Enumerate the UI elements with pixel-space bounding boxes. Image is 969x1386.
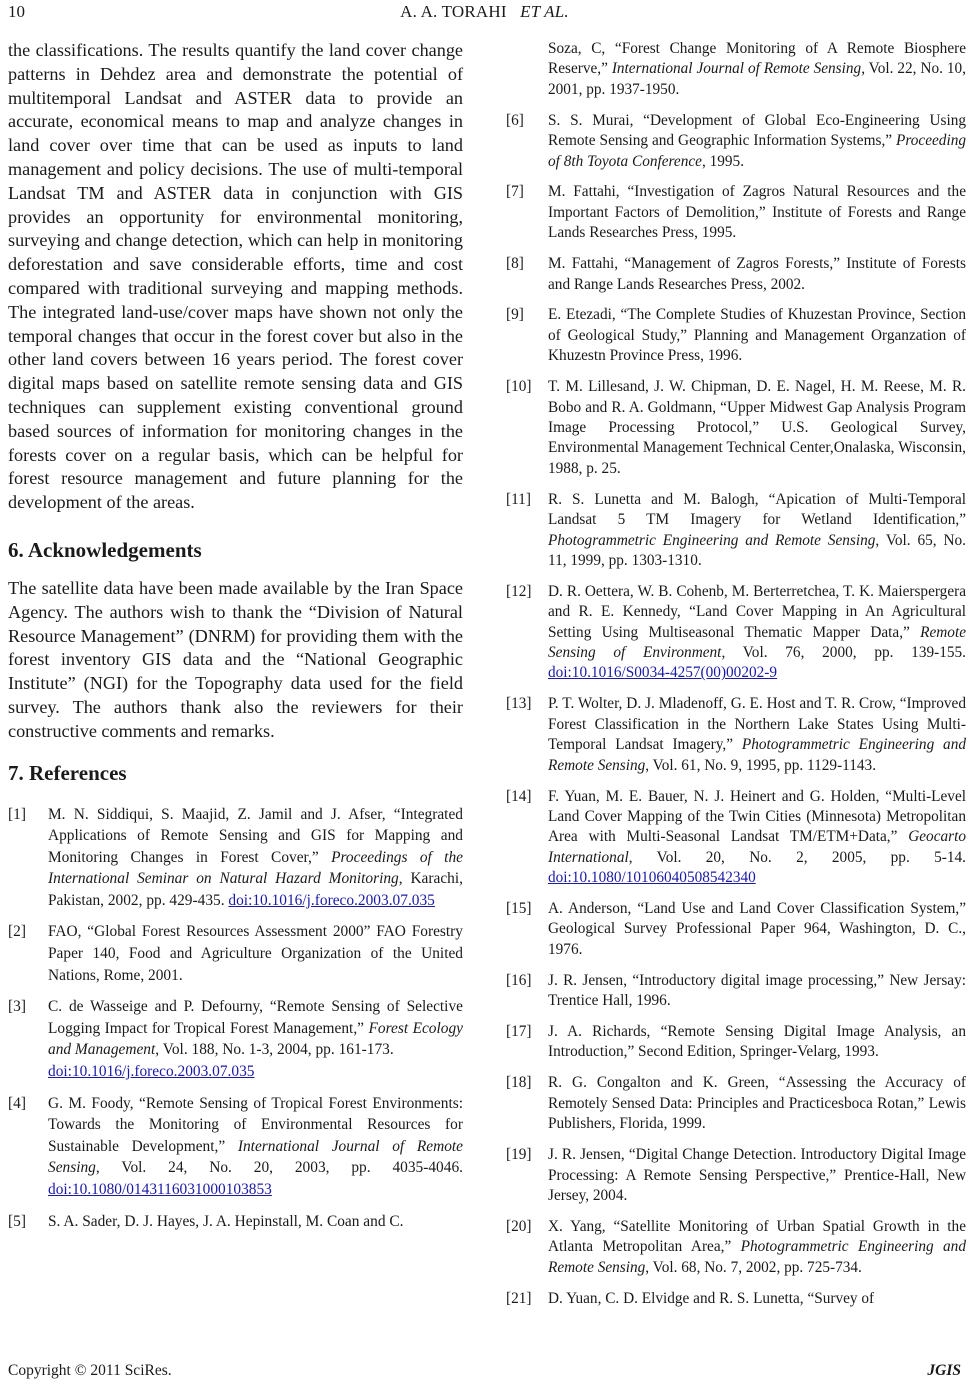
page-footer bbox=[0, 1362, 969, 1384]
reference-item bbox=[506, 305, 966, 366]
reference-number: [14] bbox=[506, 787, 532, 805]
reference-venue: Remote Sensing of Environment bbox=[548, 623, 966, 662]
reference-venue: Forest Ecology and Management bbox=[48, 1019, 463, 1059]
reference-text bbox=[548, 787, 966, 889]
reference-text: D. Yuan, C. D. Elvidge and R. S. Lunetta, “Survey of bbox=[548, 1289, 875, 1307]
reference-number: [21] bbox=[506, 1289, 532, 1307]
reference-item bbox=[506, 787, 966, 889]
reference-text: S. A. Sader, D. J. Hayes, J. A. Hepinstall, M. Coan and C. bbox=[48, 1212, 404, 1230]
reference-text: R. G. Congalton and K. Green, “Assessing the Accuracy of Remotely Sensed Data: Principles and Practicesboca Rotan,” Lewis Publishers, Florida, 1999. bbox=[548, 1074, 966, 1133]
reference-details: , Karachi, Pakistan, 2002, pp. 429-435. bbox=[48, 870, 463, 909]
reference-text: J. R. Jensen, “Digital Change Detection. Introductory Digital Image Processing: A Remote Sensing Perspective,” Prentice-Hall, New Jersey, 2004. bbox=[548, 1146, 966, 1204]
reference-details: , Vol. 68, No. 7, 2002, pp. 725-734. bbox=[645, 1258, 862, 1276]
reference-item bbox=[506, 490, 966, 572]
reference-item bbox=[506, 1289, 966, 1309]
reference-list-left bbox=[8, 804, 463, 1233]
journal-abbrev: JGIS bbox=[927, 1362, 961, 1379]
doi-link[interactable]: doi:10.1016/S0034-4257(00)00202-9 bbox=[548, 664, 778, 682]
reference-authors-title: C. de Wasseige and P. Defourny, “Remote Sensing of Selective Logging Impact for Tropical Forest Management,” bbox=[48, 998, 463, 1037]
doi-link[interactable]: doi:10.1016/j.foreco.2003.07.035 bbox=[48, 1063, 255, 1081]
reference-text bbox=[548, 582, 966, 684]
reference-text: J. R. Jensen, “Introductory digital image processing,” New Jersay: Trentice Hall, 1996. bbox=[548, 971, 966, 1010]
reference-number: [9] bbox=[506, 306, 524, 324]
reference-number: [1] bbox=[8, 805, 26, 823]
running-head bbox=[0, 2, 969, 22]
copyright-notice: Copyright © 2011 SciRes. bbox=[8, 1362, 172, 1379]
reference-text bbox=[548, 490, 966, 572]
reference-number: [10] bbox=[506, 378, 532, 396]
reference-number: [7] bbox=[506, 183, 524, 201]
reference-authors-title: D. R. Oettera, W. B. Cohenb, M. Berterretchea, T. K. Maierspergera and R. E. Kennedy, “Land Cover Mapping in An Agricultural Setting Using Multiseasonal Thematic Mapper Data,” bbox=[548, 582, 966, 641]
reference-item bbox=[506, 377, 966, 479]
reference-number: [18] bbox=[506, 1074, 532, 1092]
reference-number: [20] bbox=[506, 1217, 532, 1235]
reference-number: [12] bbox=[506, 582, 532, 600]
page-header bbox=[0, 0, 969, 26]
reference-item bbox=[8, 1211, 463, 1233]
reference-number: [15] bbox=[506, 900, 532, 918]
reference-text: E. Etezadi, “The Complete Studies of Khuzestan Province, Section of Geological Study,” Planning and Management Organzation of Khuzestn Province Press, 1996. bbox=[548, 306, 966, 365]
reference-item bbox=[8, 921, 463, 986]
doi-link[interactable]: doi:10.1016/j.foreco.2003.07.035 bbox=[228, 891, 435, 909]
reference-text bbox=[548, 1217, 966, 1278]
reference-authors-title: M. N. Siddiqui, S. Maajid, Z. Jamil and J. Afser, “Integrated Applications of Remote Sensing and GIS for Mapping and Monitoring Changes in Forest Cover,” bbox=[48, 805, 463, 866]
reference-venue: Photogrammetric Engineering and Remote Sensing bbox=[548, 531, 876, 549]
reference-authors-title: X. Yang, “Satellite Monitoring of Urban Spatial Growth in the Atlanta Metropolitan Area,” bbox=[548, 1217, 966, 1256]
reference-authors-title: R. S. Lunetta and M. Balogh, “Apication of Multi-Temporal Landsat 5 TM Imagery for Wetland Identification,” bbox=[548, 490, 966, 529]
reference-number: [13] bbox=[506, 695, 532, 713]
reference-details: , Vol. 188, No. 1-3, 2004, pp. 161-173. bbox=[155, 1041, 394, 1059]
reference-item bbox=[506, 182, 966, 243]
page-number: 10 bbox=[8, 2, 25, 21]
reference-details: , Vol. 20, No. 2, 2005, pp. 5-14. bbox=[628, 848, 966, 866]
reference-number: [6] bbox=[506, 111, 524, 129]
reference-text bbox=[548, 111, 966, 172]
reference-number: [4] bbox=[8, 1094, 26, 1112]
left-column bbox=[8, 39, 463, 1242]
reference-venue: International Journal of Remote Sensing bbox=[611, 60, 862, 78]
reference-text bbox=[48, 996, 463, 1082]
reference-number: [19] bbox=[506, 1146, 532, 1164]
reference-venue: International Journal of Remote Sensing bbox=[48, 1137, 463, 1177]
reference-authors-title: F. Yuan, M. E. Bauer, N. J. Heinert and G. Holden, “Multi-Level Land Cover Mapping of the Twin Cities (Minnesota) Metropolitan Area with Multi-Seasonal Landsat TM/ETM+Data,” bbox=[548, 787, 966, 846]
reference-item bbox=[506, 1073, 966, 1134]
acknowledgements-paragraph: The satellite data have been made available by the Iran Space Agency. The authors wish to thank the “Division of Natural Resource Management” (DNRM) for providing them with the forest inventory GIS data and the “National Geographic Institute” (NGI) for the Topography data used for the field survey. The authors thank also the reviewers for their constructive comments and remarks. bbox=[8, 577, 463, 741]
reference-venue: Proceedings of the International Seminar on Natural Hazard Monitoring bbox=[48, 848, 463, 888]
reference-venue: Geocarto International bbox=[548, 828, 966, 866]
reference-text: J. A. Richards, “Remote Sensing Digital Image Analysis, an Introduction,” Second Edition, Springer-Velarg, 1993. bbox=[548, 1023, 966, 1061]
reference-item bbox=[8, 1093, 463, 1201]
reference-item bbox=[506, 1022, 966, 1063]
reference-item bbox=[506, 1145, 966, 1206]
references-heading: 7. References bbox=[8, 760, 127, 785]
doi-link[interactable]: doi:10.1080/10106040508542340 bbox=[548, 869, 756, 887]
reference-text: M. Fattahi, “Management of Zagros Forests,” Institute of Forests and Range Lands Researches Press, 2002. bbox=[548, 255, 966, 293]
reference-item bbox=[506, 1217, 966, 1278]
reference-number: [17] bbox=[506, 1023, 532, 1041]
reference-text: FAO, “Global Forest Resources Assessment 2000” FAO Forestry Paper 140, Food and Agriculture Organization of the United Nations, Rome, 2001. bbox=[48, 923, 463, 984]
reference-item bbox=[506, 694, 966, 776]
reference-item bbox=[506, 254, 966, 295]
reference-item bbox=[506, 971, 966, 1012]
reference-item bbox=[8, 804, 463, 912]
reference-item bbox=[506, 111, 966, 172]
reference-details: , Vol. 61, No. 9, 1995, pp. 1129-1143. bbox=[645, 756, 877, 774]
reference-details: , Vol. 22, No. 10, 2001, pp. 1937-1950. bbox=[548, 60, 966, 98]
reference-text bbox=[48, 1093, 463, 1201]
reference-text: T. M. Lillesand, J. W. Chipman, D. E. Nagel, H. M. Reese, M. R. Bobo and R. A. Goldmann, “Upper Midwest Gap Analysis Program Image Processing Protocol,” U.S. Geological Survey, Environmental Management Technical Center,Onalaska, Wisconsin, 1988, p. 25. bbox=[548, 378, 966, 477]
reference-number: [2] bbox=[8, 923, 26, 941]
reference-text bbox=[48, 804, 463, 912]
conclusion-paragraph: the classifications. The results quantify the land cover change patterns in Dehdez area and demonstrate the potential of multitemporal Landsat and ASTER data to provide an accurate, economical means to map and analyze changes in land cover over time that can be used as inputs to land management and policy decisions. The use of multi-temporal Landsat TM and ASTER data in conjunction with GIS provides an opportunity for environmental monitoring, surveying and change detection, which can help in monitoring deforestation and save considerable efforts, time and cost compared with traditional surveying and mapping methods. The integrated land-use/cover maps have shown not only the temporal changes that occur in the forest cover but also in the other land covers between 16 years period. The forest cover digital maps based on satellite remote sensing data and GIS techniques can supplement existing conventional ground based sources of information for monitoring changes in the forests cover on a regular basis, which can be helpful for forest resource management and future planning for the development of the areas. bbox=[8, 40, 463, 513]
reference-venue: Photogrammetric Engineering and Remote Sensing bbox=[548, 1238, 966, 1276]
reference-text bbox=[548, 694, 966, 776]
reference-details: , Vol. 24, No. 20, 2003, pp. 4035-4046. bbox=[95, 1159, 463, 1177]
reference-text: A. Anderson, “Land Use and Land Cover Classification System,” Geological Survey Professional Paper 964, Washington, D. C., 1976. bbox=[548, 900, 966, 958]
reference-authors-title: G. M. Foody, “Remote Sensing of Tropical Forest Environments: Towards the Monitoring of Environmental Resources for Sustainable Development,” bbox=[48, 1094, 463, 1155]
right-column bbox=[506, 39, 966, 1319]
reference-number: [8] bbox=[506, 255, 524, 273]
reference-details: , 1995. bbox=[701, 152, 745, 170]
reference-authors-title: S. S. Murai, “Development of Global Eco-Engineering Using Remote Sensing and Geographic Information Systems,” bbox=[548, 111, 966, 150]
reference-details: , Vol. 76, 2000, pp. 139-155. bbox=[721, 644, 966, 662]
reference-continuation bbox=[506, 39, 966, 100]
reference-list-right bbox=[506, 111, 966, 1309]
reference-authors-title: Soza, C, “Forest Change Monitoring of A Remote Biosphere Reserve,” bbox=[548, 40, 966, 78]
running-head-et-al: ET AL. bbox=[520, 2, 569, 21]
reference-details: , Vol. 65, No. 11, 1999, pp. 1303-1310. bbox=[548, 531, 966, 569]
reference-item bbox=[506, 899, 966, 960]
reference-venue: Proceeding of 8th Toyota Conference bbox=[548, 132, 966, 170]
reference-number: [16] bbox=[506, 971, 532, 989]
reference-text: M. Fattahi, “Investigation of Zagros Natural Resources and the Important Factors of Demolition,” Institute of Forests and Range Lands Researches Press, 1995. bbox=[548, 183, 966, 242]
reference-number: [11] bbox=[506, 490, 531, 508]
doi-link[interactable]: doi:10.1080/0143116031000103853 bbox=[48, 1181, 272, 1199]
reference-authors-title: P. T. Wolter, D. J. Mladenoff, G. E. Host and T. R. Crow, “Improved Forest Classification in the Northern Lake States Using Multi-Temporal Landsat Imagery,” bbox=[548, 695, 966, 754]
reference-number: [5] bbox=[8, 1212, 26, 1230]
reference-item bbox=[8, 996, 463, 1082]
reference-venue: Photogrammetric Engineering and Remote Sensing bbox=[548, 736, 966, 774]
reference-item bbox=[506, 582, 966, 684]
acknowledgements-heading: 6. Acknowledgements bbox=[8, 537, 202, 562]
reference-number: [3] bbox=[8, 998, 26, 1016]
running-head-authors: A. A. TORAHI bbox=[400, 2, 507, 21]
